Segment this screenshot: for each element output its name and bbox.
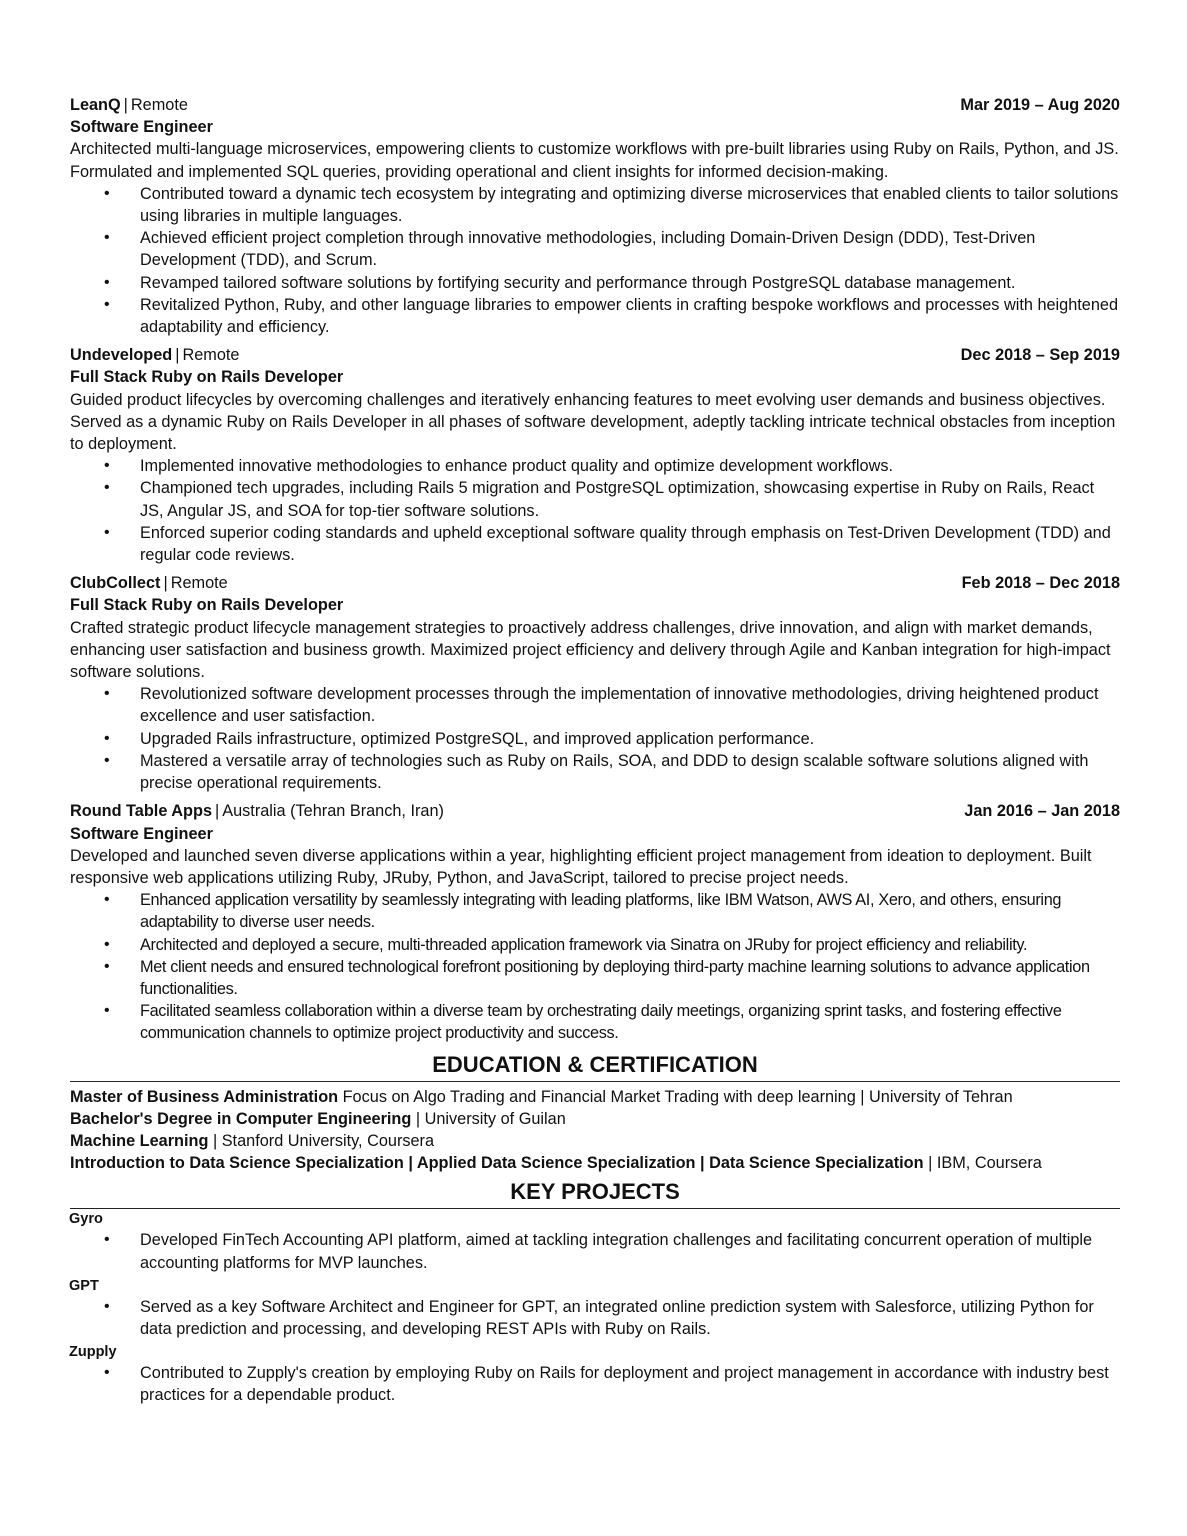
education-heading: EDUCATION & CERTIFICATION (70, 1051, 1120, 1082)
job-entry (70, 800, 1120, 1044)
job-header (70, 800, 1120, 822)
projects-heading: KEY PROJECTS (70, 1178, 1120, 1209)
bullet-item: • Enforced superior coding standards and upheld exceptional software quality through emphasis on Test-Driven Development (TDD) and regular code reviews. (70, 522, 1120, 566)
job-summary: Architected multi-language microservices, empowering clients to customize workflows with pre-built libraries using Ruby on Rails, Python, and JS. Formulated and implemented SQL queries, providing operational and client insights for informed decision-making. (70, 140, 1119, 181)
bullet-item: • Contributed to Zupply's creation by employing Ruby on Rails for deployment and project management in accordance with industry best practices for a dependable product. (70, 1362, 1120, 1406)
project-name: Gyro (69, 1211, 103, 1228)
bullet-item: • Revitalized Python, Ruby, and other language libraries to empower clients in crafting bespoke workflows and processes with heightened adaptability and efficiency. (70, 294, 1120, 338)
bullet-item: • Revolutionized software development processes through the implementation of innovative methodologies, driving heightened product excellence and user satisfaction. (70, 683, 1120, 727)
job-title: Software Engineer (70, 824, 213, 843)
job-dates: Jan 2016 – Jan 2018 (964, 802, 1120, 821)
job-entry (70, 344, 1120, 566)
separator: | (163, 574, 168, 593)
project-bullets (70, 1296, 1120, 1340)
job-header (70, 94, 1120, 116)
bullet-item: • Mastered a versatile array of technologies such as Ruby on Rails, SOA, and DDD to design scalable software solutions aligned with precise operational requirements. (70, 750, 1120, 794)
job-company-line (70, 800, 444, 822)
education-item (70, 1152, 1120, 1174)
bullet-item: • Implemented innovative methodologies to enhance product quality and optimize development workflows. (70, 455, 1120, 477)
job-entry (70, 94, 1120, 338)
job-bullets (70, 455, 1120, 566)
job-bullets (70, 683, 1120, 794)
job-bullets (70, 183, 1120, 338)
job-summary: Crafted strategic product lifecycle management strategies to proactively address challenges, drive innovation, and align with market demands, enhancing user satisfaction and business growth. Maximized project efficiency and delivery through Agile and Kanban integration for high-impact software solutions. (70, 618, 1111, 682)
separator: | (175, 346, 180, 365)
company-name: ClubCollect (70, 574, 161, 593)
job-summary: Guided product lifecycles by overcoming challenges and iteratively enhancing features to meet evolving user demands and business objectives. Served as a dynamic Ruby on Rails Developer in all phases of software development, adeptly tackling intricate technical obstacles from inception to deployment. (70, 390, 1116, 454)
job-company-line (70, 94, 188, 116)
job-bullets (70, 889, 1120, 1044)
separator: | (215, 802, 220, 821)
education-list (70, 1086, 1120, 1175)
bullet-item: • Developed FinTech Accounting API platform, aimed at tackling integration challenges and facilitating concurrent operation of multiple accounting platforms for MVP launches. (70, 1229, 1120, 1273)
job-title: Software Engineer (70, 118, 213, 137)
certification-name: Introduction to Data Science Specialization | Applied Data Science Specialization | Data Science Specialization (70, 1154, 924, 1173)
bullet-item: • Contributed toward a dynamic tech ecosystem by integrating and optimizing diverse microservices that enabled clients to tailor solutions using libraries in multiple languages. (70, 183, 1120, 227)
job-dates: Dec 2018 – Sep 2019 (960, 346, 1120, 365)
bullet-item: • Served as a key Software Architect and Engineer for GPT, an integrated online prediction system with Salesforce, utilizing Python for data prediction and processing, and developing REST APIs with Ruby on Rails. (70, 1296, 1120, 1340)
job-dates: Feb 2018 – Dec 2018 (961, 574, 1120, 593)
company-name: LeanQ (70, 96, 121, 114)
project-entry (70, 1209, 1120, 1273)
bullet-item: • Championed tech upgrades, including Rails 5 migration and PostgreSQL optimization, showcasing expertise in Ruby on Rails, React JS, Angular JS, and SOA for top-tier software solutions. (70, 477, 1120, 521)
bullet-item: • Achieved efficient project completion through innovative methodologies, including Domain-Driven Design (DDD), Test-Driven Development (TDD), and Scrum. (70, 227, 1120, 271)
education-item (70, 1108, 1120, 1130)
job-header (70, 572, 1120, 594)
bullet-item: • Architected and deployed a secure, multi-threaded application framework via Sinatra on JRuby for project efficiency and reliability. (70, 934, 1120, 956)
bullet-item: • Upgraded Rails infrastructure, optimized PostgreSQL, and improved application performance. (70, 728, 1120, 750)
job-location: Remote (170, 574, 228, 593)
education-item (70, 1130, 1120, 1152)
degree-name: Bachelor's Degree in Computer Engineering (70, 1109, 412, 1128)
bullet-item: • Enhanced application versatility by seamlessly integrating with leading platforms, like IBM Watson, AWS AI, Xero, and others, ensuring adaptability to diverse user needs. (70, 889, 1120, 933)
resume-content (70, 94, 1120, 1409)
job-title: Full Stack Ruby on Rails Developer (70, 596, 344, 615)
project-entry (70, 1276, 1120, 1340)
project-entry (70, 1342, 1120, 1406)
education-item (70, 1086, 1120, 1108)
job-title: Full Stack Ruby on Rails Developer (70, 368, 344, 387)
degree-name: Master of Business Administration (70, 1087, 339, 1106)
job-summary: Developed and launched seven diverse applications within a year, highlighting efficient project management from ideation to deployment. Built responsive web applications utilizing Ruby, JRuby, Python, and JavaScript, tailored to precise project needs. (70, 846, 1092, 887)
project-bullets (70, 1229, 1120, 1273)
job-company-line (70, 572, 228, 594)
certification-detail: | Stanford University, Coursera (208, 1131, 435, 1150)
job-header (70, 344, 1120, 366)
job-dates: Mar 2019 – Aug 2020 (960, 96, 1120, 114)
project-name: GPT (69, 1277, 99, 1294)
company-name: Undeveloped (70, 346, 173, 365)
degree-detail: | University of Guilan (411, 1109, 566, 1128)
project-name: Zupply (69, 1344, 117, 1361)
job-location: Remote (130, 96, 188, 114)
job-entry (70, 572, 1120, 794)
job-location: Australia (Tehran Branch, Iran) (222, 802, 444, 821)
project-bullets (70, 1362, 1120, 1406)
bullet-item: • Met client needs and ensured technological forefront positioning by deploying third-party machine learning solutions to advance application functionalities. (70, 956, 1120, 1000)
job-company-line (70, 344, 239, 366)
projects-list (70, 1209, 1120, 1406)
company-name: Round Table Apps (70, 802, 212, 821)
bullet-item: • Revamped tailored software solutions by fortifying security and performance through PostgreSQL database management. (70, 272, 1120, 294)
certification-name: Machine Learning (70, 1131, 209, 1150)
certification-detail: | IBM, Coursera (923, 1154, 1042, 1173)
separator: | (123, 96, 128, 114)
degree-detail: Focus on Algo Trading and Financial Market Trading with deep learning | University of Tehran (338, 1087, 1013, 1106)
bullet-item: • Facilitated seamless collaboration within a diverse team by orchestrating daily meetings, organizing sprint tasks, and fostering effective communication channels to optimize project productivity and success. (70, 1000, 1120, 1044)
job-location: Remote (182, 346, 240, 365)
